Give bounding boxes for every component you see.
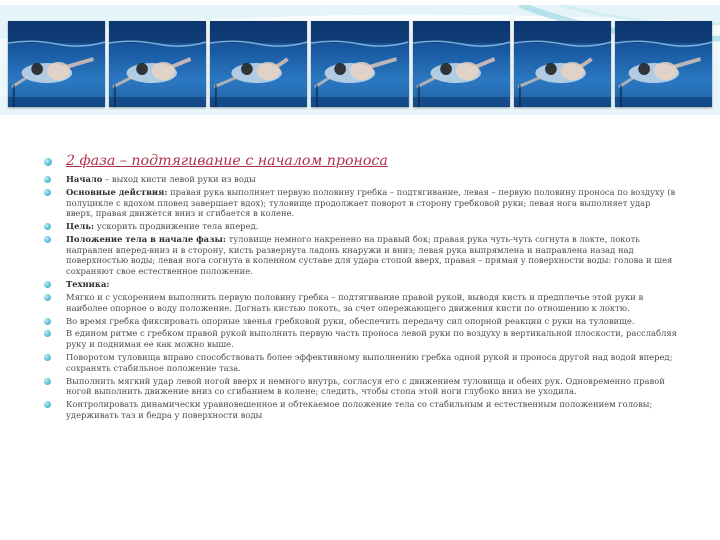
list-item (44, 292, 680, 313)
list-item (44, 328, 680, 349)
bullet-icon (44, 318, 51, 325)
list-item-label: Начало (66, 174, 103, 184)
list-item-label: Основные действия: (66, 186, 168, 197)
list-item (44, 376, 680, 397)
list-item-label: Цель: (66, 221, 95, 232)
bullet-icon (44, 330, 51, 337)
swimmer-photo-strip (8, 21, 712, 107)
swimmer-photo (210, 21, 307, 107)
slide-title (44, 152, 680, 170)
swimmer-photo (8, 21, 105, 107)
list-item (44, 399, 680, 420)
list-item (44, 174, 680, 185)
bullet-icon (44, 401, 51, 408)
list-item-text: – выход кисти левой руки из воды (102, 174, 256, 184)
bullet-icon (44, 236, 51, 243)
list-item (44, 187, 680, 219)
slide-title-text: 2 фаза – подтягивание с началом проноса (66, 153, 388, 169)
swimmer-photo (311, 21, 408, 107)
bullet-icon (44, 158, 52, 166)
list-item-label: Техника: (66, 279, 110, 290)
bullet-icon (44, 189, 51, 196)
list-item (44, 279, 680, 290)
slide-content (44, 152, 680, 423)
header-decoration (0, 0, 720, 120)
list-item-text: Контролировать динамически уравновешенное и обтекаемое положение тела со стабильным и естественным положением головы; удерживать таз и бедра у поверхности воды (66, 399, 653, 420)
swimmer-photo (514, 21, 611, 107)
list-item-text: В едином ритме с гребком правой рукой выполнить первую часть проноса левой руки по воздуху в вертикальной плоскости, расслабляя руку и поднимая ее как можно выше. (66, 328, 677, 350)
bullet-icon (44, 354, 51, 361)
bullet-icon (44, 223, 51, 230)
list-item-text: Мягко и с ускорением выполнить первую половину гребка – подтягивание правой рукой, выводя кисть и предплечье этой руки в наиболее опорное о воду положение. Догнать кистью локоть, за счет опережающего движения кисти по отношению к локтю. (66, 291, 644, 313)
list-item (44, 234, 680, 277)
list-item (44, 221, 680, 232)
list-item-text: туловище немного накренено на правый бок; правая рука чуть-чуть согнута в локте, локоть направлен вперед-вниз и в сторону, кисть развернута ладонь кнаружи и вниз; левая рука выпрямлена и направлена назад над поверхностью воды; левая нога согнута в коленном суставе для удара стопой вверх, правая – прямая у поверхности воды: голова и шея сохраняют свое естественное положение. (66, 234, 673, 277)
swimmer-photo (615, 21, 712, 107)
list-item-label: Положение тела в начале фазы: (66, 234, 226, 245)
bullet-icon (44, 294, 51, 301)
swimmer-photo (109, 21, 206, 107)
list-item-text: Во время гребка фиксировать опорные звенья гребковой руки, обеспечить передачу сил опорной реакции с руки на туловище. (66, 315, 635, 326)
list-item-text: ускорить продвижение тела вперед. (94, 221, 259, 232)
list-item (44, 352, 680, 373)
list-item-text: Поворотом туловища вправо способствовать более эффективному выполнению гребка одной рукой и проноса другой над водой вперед; сохранять стабильное положение таза. (66, 352, 673, 373)
list-item (44, 316, 680, 327)
list-item-text: правая рука выполняет первую половину гребка – подтягивание, левая – первую половину проноса по воздуху (в полуцикле с вдохом пловец завершает вдох); туловище продолжает поворот в сторону гребковой руки; левая нога выполняет удар вверх, правая движется вниз и сгибается в колене. (66, 186, 676, 219)
bullet-icon (44, 176, 51, 183)
bullet-icon (44, 378, 51, 385)
bullet-icon (44, 281, 51, 288)
list-item-text: Выполнить мягкий удар левой ногой вверх и немного внутрь, согласуя его с движением туловища и обеих рук. Одновременно правой ногой выполнить движение вниз со сгибанием в колене; следить, чтобы стопа этой ноги глубоко вниз не уходила. (66, 375, 665, 397)
swimmer-photo (413, 21, 510, 107)
